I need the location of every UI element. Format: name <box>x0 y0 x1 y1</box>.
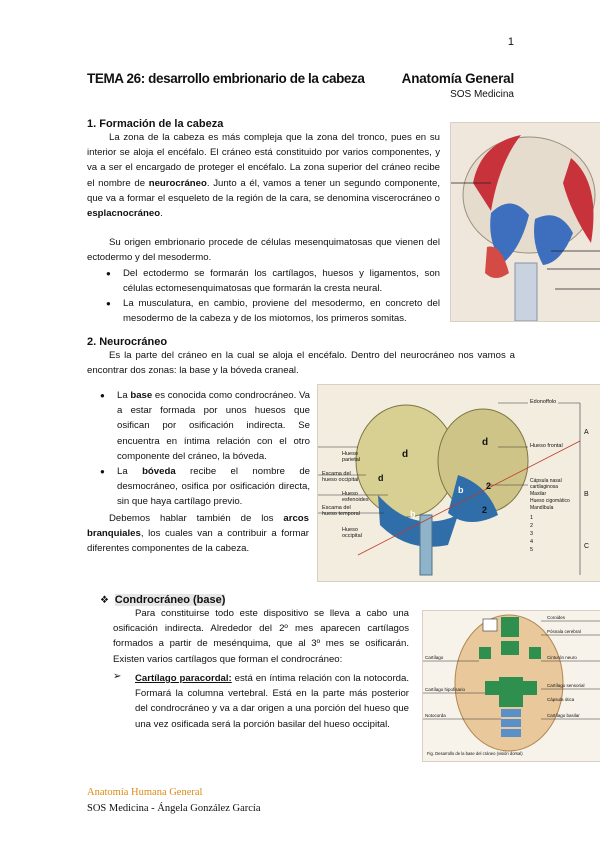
label-hueso-parietal: Hueso parietal <box>342 451 361 463</box>
section1-paragraph1: La zona de la cabeza es más compleja que la zona del tronco, pues en su interior se aloja el encéfalo. El cráneo está constituido por varios componentes, y va a ser el encargado de proteger el encéfalo. La zona superior del cráneo recibe el nombre de neurocráneo. Junto a él, vamos a tener un segundo componente, que va a formar el esqueleto de la región de la cara, se denomina viscerocráneo o esplacnocráneo. <box>87 132 440 220</box>
mark-d-1: d <box>402 449 409 460</box>
footer-author: SOS Medicina - Ángela González García <box>87 803 261 814</box>
label-number-4: 4 <box>530 539 534 545</box>
fig3-label-r6: Cartílago basilar <box>547 713 580 718</box>
section1-bullet1: ● Del ectodermo se formarán los cartílagos, huesos y ligamentos, son células ectomesenquimatosas que formarán la cresta neural. <box>106 266 440 296</box>
mark-d-2: d <box>482 437 489 448</box>
fetal-skull-figure <box>317 384 600 582</box>
boveda-bullet: ● La bóveda recibe el nombre de desmocráneo, osifica por osificación directa, sin que haya cartílago previo. <box>100 464 310 510</box>
mark-b-1: b <box>410 509 416 519</box>
label-letter-b: B <box>584 491 589 498</box>
label-number-1: 1 <box>530 515 534 521</box>
head-musculature-figure <box>450 122 600 322</box>
page-number: 1 <box>507 36 514 48</box>
condrocraneo-figure <box>422 610 600 762</box>
diamond-bullet-icon: ❖ <box>100 595 109 606</box>
mark-d-3: d <box>378 473 384 483</box>
label-hueso-esfenoides: Hueso esfenoides <box>342 491 369 503</box>
section1-bullet2: ● La musculatura, en cambio, proviene del mesodermo, en concreto del mesodermo de la cabeza y de los miotomos, los primeros somitas. <box>106 296 440 326</box>
label-letter-c: C <box>584 543 590 550</box>
org-name: SOS Medicina <box>450 89 514 100</box>
section1-paragraph2: Su origen embrionario procede de células mesenquimatosas que vienen del ectodermo y del mesodermo. <box>87 237 440 264</box>
page-title: TEMA 26: desarrollo embrionario de la cabeza <box>87 71 365 86</box>
arrow-bullet-icon: ➢ <box>113 671 122 682</box>
arcos-paragraph: Debemos hablar también de los arcos branquiales, los cuales van a contribuir a formar diferentes componentes de la cabeza. <box>87 513 309 555</box>
fig3-label-r1: Coroides <box>547 615 566 620</box>
mark-2-1: 2 <box>486 481 492 491</box>
label-right-1: Edonoffolo <box>530 399 557 405</box>
base-bullet: ● La base es conocida como condrocráneo. Va a estar formada por unos huesos que osifican por osificación indirecta. Se encuentra en íntima relación con el otro componente del cráneo, la bóveda. <box>100 388 310 464</box>
mark-2-2: 2 <box>482 505 488 515</box>
paracordal-item: ➢ Cartílago paracordal: está en íntima relación con la notocorda. Formará la columna vertebral. Está en la parte más posterior del condrocráneo y va a dar origen a una porción del hueso que una vez osificada será la porción basilar del hueso occipital. <box>113 671 409 730</box>
label-number-5: 5 <box>530 547 534 553</box>
mark-b-2: b <box>458 485 464 495</box>
fig3-label-notocorda: Notocorda <box>425 713 446 718</box>
label-number-3: 3 <box>530 531 534 537</box>
label-mandibula: Mandíbula <box>530 505 554 511</box>
fig3-label-r4: Cartílago sensorial <box>547 683 585 688</box>
subject-title: Anatomía General <box>401 71 514 86</box>
fig3-caption: Fig. Desarrollo de la base del cráneo (visión dorsal) <box>427 751 523 756</box>
label-maxilar: Maxilar <box>530 491 547 497</box>
fig3-label-hipofisario: Cartílago hipofisario <box>425 687 466 692</box>
fig3-label-r5: Cápsula ótica <box>547 697 575 702</box>
label-hueso-cigomatico: Hueso cigomático <box>530 498 570 504</box>
subsection-text: Para constituirse todo este dispositivo se lleva a cabo una osificación indirecta. Alrededor del 2º mes aparecen cartílagos formados a partir de mesénquima, que al 3º mes se osificarán. Existen varios cartílagos que forman el condrocráneo: <box>113 608 409 665</box>
section1-body <box>87 130 440 326</box>
section2-intro: Es la parte del cráneo en la cual se aloja el encéfalo. Dentro del neurocráneo nos vamos a encontrar dos zonas: la base y la bóveda craneal. <box>87 350 515 377</box>
head-musculature-drawing <box>451 123 600 321</box>
label-escama-temporal: Escama del hueso temporal <box>322 505 360 517</box>
fig3-label-r2: Pósnala cerebral <box>547 629 581 634</box>
label-hueso-frontal: Hueso frontal <box>530 443 563 449</box>
label-escama-occipital: Escama del hueso occipital <box>322 471 359 483</box>
fig3-label-r3: Cinturón neuro <box>547 655 577 660</box>
fig3-label-cartilago: Cartílago <box>425 655 444 660</box>
label-letter-a: A <box>584 429 589 436</box>
footer-course: Anatomía Humana General <box>87 787 203 798</box>
subsection-heading: ❖ Condrocráneo (base) <box>100 594 226 606</box>
label-number-2: 2 <box>530 523 534 529</box>
label-capsula-nasal: Cápsula nasal cartilaginosa <box>530 478 562 490</box>
label-hueso-occipital: Hueso occipital <box>342 527 362 539</box>
section2-bullets <box>100 388 310 510</box>
section2-heading: 2. Neurocráneo <box>87 336 168 348</box>
section1-heading: 1. Formación de la cabeza <box>87 118 224 130</box>
